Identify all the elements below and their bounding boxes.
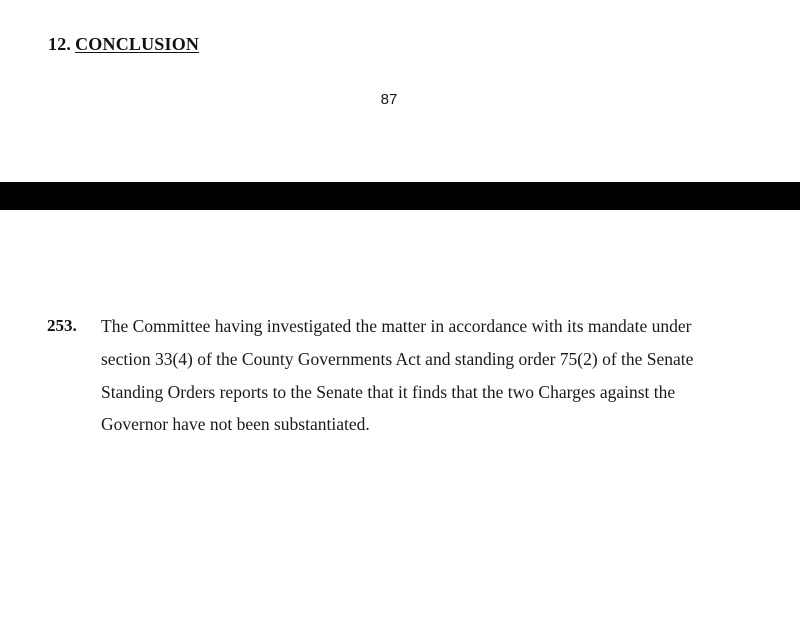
paragraph-line: Governor have not been substantiated. <box>101 414 370 434</box>
page-break-bar <box>0 182 800 210</box>
paragraph-number: 253. <box>47 316 77 335</box>
paragraph-line: The Committee having investigated the matter in accordance with its mandate under <box>101 316 692 336</box>
section-heading <box>48 34 199 55</box>
paragraph-line: Standing Orders reports to the Senate that it finds that the two Charges against the <box>101 382 676 402</box>
section-number: 12. <box>48 34 72 54</box>
section-title: CONCLUSION <box>75 34 200 54</box>
page-number: 87 <box>380 91 398 108</box>
paragraph-line: section 33(4) of the County Governments Act and standing order 75(2) of the Senate <box>101 349 694 369</box>
